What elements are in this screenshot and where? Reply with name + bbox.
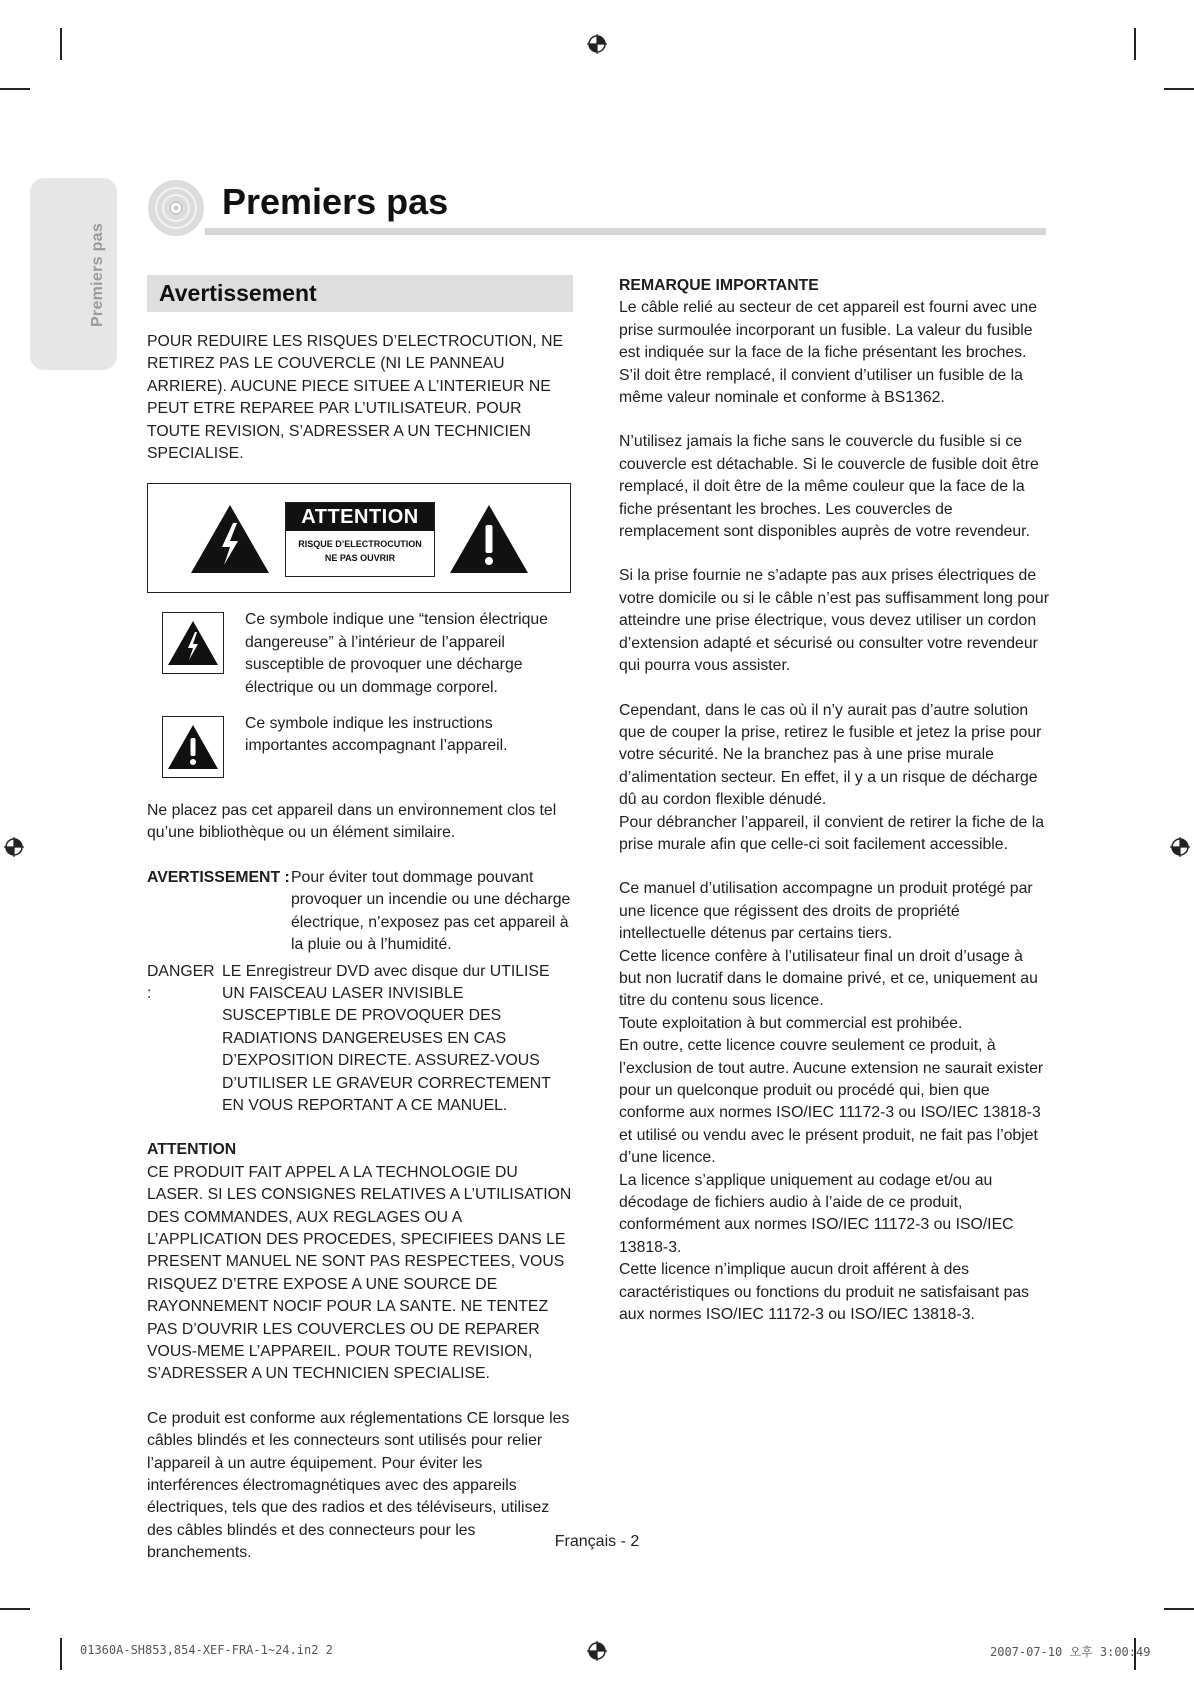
symbol-description: Ce symbole indique les instructions importantes accompagnant l’appareil. (245, 715, 508, 755)
paragraph: Le câble relié au secteur de cet appareil est fourni avec une prise surmoulée incorporant un fusible. La valeur du fusible est indiquée sur la face de la fiche présentant les broches. S’il doit être remplacé, il convient d’utiliser un fusible de la même valeur nominale et conforme à BS1362. (619, 299, 1038, 407)
page-number: Français - 2 (554, 1533, 640, 1550)
crop-mark (1164, 88, 1194, 90)
attention-sub-2: NE PAS OUVRIR (324, 553, 396, 564)
exclamation-symbol-icon (162, 716, 224, 778)
disc-icon (146, 178, 206, 238)
crop-mark (1134, 28, 1136, 60)
header-rule (205, 228, 1046, 235)
left-column (147, 275, 573, 1565)
attention-label: ATTENTION (286, 503, 434, 531)
exclamation-warning-icon (448, 503, 530, 575)
attention-box (147, 483, 571, 593)
print-timestamp: 2007-07-10 오후 3:00:49 (990, 1645, 1151, 1659)
file-info: 01360A-SH853,854-XEF-FRA-1~24.in2 2 (80, 1643, 333, 1657)
paragraph: Toute exploitation à but commercial est prohibée. (619, 1014, 963, 1032)
page-title: Premiers pas (222, 181, 449, 222)
paragraph: Cependant, dans le cas où il n’y aurait pas d’autre solution que de couper la prise, retirez le fusible et jetez la prise pour votre sécurité. Ne la branchez pas à une prise murale d’alimentation secteur. En effet, il y a un risque de décharge dû au cordon flexible dénudé. (619, 701, 1042, 809)
crop-mark (0, 1608, 30, 1610)
symbol-row (147, 609, 573, 699)
crop-mark (0, 88, 30, 90)
registration-mark-icon (586, 1640, 608, 1662)
warning-label: AVERTISSEMENT : (147, 868, 290, 886)
side-tab-label: Premiers pas (89, 222, 106, 328)
danger-item (147, 961, 573, 1118)
right-column (619, 275, 1049, 1326)
attention-sub-1: RISQUE D’ELECTROCUTION (298, 539, 422, 550)
paragraph: En outre, cette licence couvre seulement ce produit, à l’exclusion de tout autre. Aucune extension ne saurait exister pour un quelconque produit ou procédé qui, bien que conforme aux normes ISO/IEC 11172-3 ou ISO/IEC 13818-3 et utilisé ou vendu avec le présent produit, ne fait pas l’objet d’une licence. (619, 1037, 1044, 1167)
ce-compliance: Ce produit est conforme aux réglementations CE lorsque les câbles blindés et les connecteurs sont utilisés pour relier l’appareil à un autre équipement. Pour éviter les interférences électromagnétiques avec des appareils électriques, tels que des radios et des téléviseurs, utilisez des câbles blindés et des connecteurs pour les branchements. (147, 1409, 570, 1562)
symbol-description: Ce symbole indique une “tension électrique dangereuse” à l’intérieur de l’appareil susceptible de provoquer une décharge électrique ou un dommage corporel. (245, 611, 548, 696)
paragraph: La licence s’applique uniquement au codage et/ou au décodage de fichiers audio à l’aide de ce produit, conformément aux normes ISO/IEC 11172-3 ou ISO/IEC 13818-3. (619, 1171, 1014, 1256)
registration-mark-icon (3, 836, 25, 858)
paragraph: Ce manuel d’utilisation accompagne un produit protégé par une licence que régissent des droits de propriété intellectuelle détenus par certains tiers. (619, 880, 1033, 943)
crop-mark (1164, 1608, 1194, 1610)
warning-text: Pour éviter tout dommage pouvant provoquer un incendie ou une décharge électrique, n’exposez pas cet appareil à la pluie ou à l’humidité. (291, 868, 571, 954)
crop-mark (60, 1638, 62, 1670)
paragraph: Cette licence n’implique aucun droit afférent à des caractéristiques ou fonctions du produit ne satisfaisant pas aux normes ISO/IEC 11172-3 ou ISO/IEC 13818-3. (619, 1261, 1030, 1324)
symbol-row (147, 713, 573, 778)
crop-mark (60, 28, 62, 60)
important-note-title: REMARQUE IMPORTANTE (619, 277, 819, 294)
lightning-warning-icon (189, 503, 271, 575)
paragraph: Si la prise fournie ne s’adapte pas aux prises électriques de votre domicile ou si le câble n’est pas suffisamment long pour atteindre une prise électrique, vous devez utiliser un cordon d’extension adapté et sécurisé ou consulter votre revendeur qui pourra vous assister. (619, 567, 1049, 675)
intro-warning: POUR REDUIRE LES RISQUES D’ELECTROCUTION, NE RETIREZ PAS LE COUVERCLE (NI LE PANNEAU ARRIERE). AUCUNE PIECE SITUEE A L’INTERIEUR NE PEUT ETRE REPAREE PAR L’UTILISATEUR. POUR TOUTE REVISION, S’ADRESSER A UN TECHNICIEN SPECIALISE. (147, 333, 564, 463)
danger-text: LE Enregistreur DVD avec disque dur UTILISE UN FAISCEAU LASER INVISIBLE SUSCEPTIBLE DE PROVOQUER DES RADIATIONS DANGEREUSES EN CAS D’EXPOSITION DIRECTE. ASSUREZ-VOUS D’UTILISER LE GRAVEUR CORRECTEMENT EN VOUS REPORTANT A CE MANUEL. (222, 962, 551, 1114)
placement-note: Ne placez pas cet appareil dans un environnement clos tel qu’une bibliothèque ou un élément similaire. (147, 802, 557, 842)
paragraph: Pour débrancher l’appareil, il convient de retirer la fiche de la prise murale afin que celle-ci soit facilement accessible. (619, 813, 1044, 853)
paragraph: Cette licence confère à l’utilisateur final un droit d’usage à but non lucratif dans le domaine privé, et ce, uniquement au titre du contenu sous licence. (619, 947, 1038, 1010)
warning-item (147, 867, 573, 957)
registration-mark-icon (586, 33, 608, 55)
attention-text: CE PRODUIT FAIT APPEL A LA TECHNOLOGIE DU LASER. SI LES CONSIGNES RELATIVES A L’UTILISATION DES COMMANDES, AUX REGLAGES OU A L’APPLICATION DES PROCEDES, SPECIFIEES DANS LE PRESENT MANUEL NE SONT PAS RESPECTEES, VOUS RISQUEZ D’ETRE EXPOSE A UNE SOURCE DE RAYONNEMENT NOCIF POUR LA SANTE. NE TENTEZ PAS D’OUVRIR LES COUVERCLES OU DE REPARER VOUS-MEME L’APPAREIL. POUR TOUTE REVISION, S’ADRESSER A UN TECHNICIEN SPECIALISE. (147, 1163, 572, 1383)
danger-label: DANGER : (147, 962, 215, 1002)
lightning-symbol-icon (162, 612, 224, 674)
attention-label-box (285, 502, 435, 577)
registration-mark-icon (1169, 836, 1191, 858)
section-title: Avertissement (147, 275, 573, 312)
attention-heading: ATTENTION (147, 1141, 237, 1159)
paragraph: N’utilisez jamais la fiche sans le couvercle du fusible si ce couvercle est détachable. Si le couvercle de fusible doit être remplacé, il doit être de la même couleur que la face de la fiche présentant les broches. Les couvercles de remplacement sont disponibles auprès de votre revendeur. (619, 433, 1039, 541)
